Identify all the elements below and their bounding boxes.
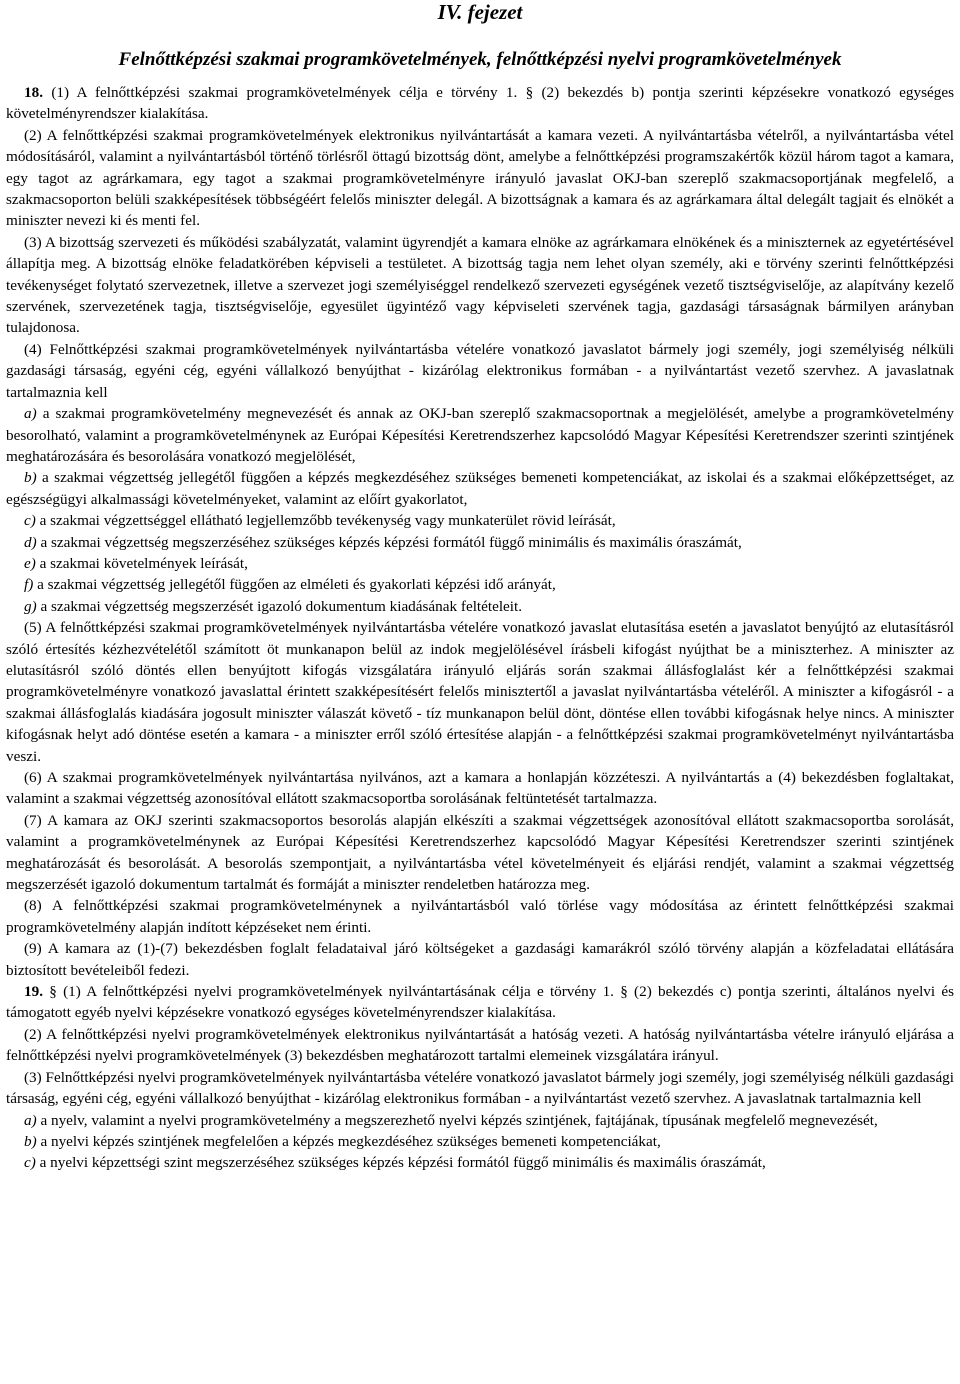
list-item: [6, 1110, 954, 1131]
item-label: e): [24, 554, 36, 572]
item-text: a szakmai végzettség megszerzéséhez szükséges képzés képzési formától függő minimális és maximális óraszámát,: [40, 533, 742, 551]
document-body: [6, 82, 954, 1174]
paragraph: [6, 1067, 954, 1110]
paragraph-text: (9) A kamara az (1)-(7) bekezdésben foglalt feladataival járó költségeket a gazdasági kamarákról szóló törvény alapján a közfeladatai ellátására biztosított bevételeiből fedezi.: [6, 940, 954, 979]
list-item: [6, 1152, 954, 1173]
paragraph-text: (5) A felnőttképzési szakmai programkövetelmények nyilvántartásba vételére vonatkozó javaslat elutasítása esetén a javaslatot benyújtó az elutasításról szóló értesítés kézhezvételétől számított öt munkanapon belül az indok megjelölésével írásbeli kifogást nyújthat be a miniszterhez. A miniszter az elutasításról szóló döntés ellen benyújtott kifogás vizsgálatára irányuló eljárás során szakmai állásfoglalást kér a felnőttképzési szakmai programkövetelményre vonatkozó javaslattal érintett szakképesítésért felelős minisztertől a javaslat nyilvántartásba vételéről. A miniszter a kifogásról - a szakmai állásfoglalás kiadására jogosult miniszter válaszát követő - tíz munkanapon belül dönt, döntése ellen további kifogásnak helye nincs. A miniszter kifogásnak helyt adó döntése esetén a kamara - a miniszter erről szóló értesítése alapján - a felnőttképzési szakmai programkövetelményt nyilvántartásba veszi.: [6, 619, 954, 765]
list-item: [6, 510, 954, 531]
paragraph-text: (1) A felnőttképzési szakmai programkövetelmények célja e törvény 1. § (2) bekezdés b) pontja szerinti képzésekre vonatkozó egységes követelményrendszer kialakítása.: [6, 84, 954, 123]
item-text: a szakmai követelmények leírását,: [39, 554, 248, 572]
item-text: a szakmai végzettség jellegétől függően a képzés megkezdéséhez szükséges bemeneti kompetenciákat, az iskolai és a szakmai előképzettséget, az egészségügyi alkalmassági követelményeket, valamint az előírt gyakorlatot,: [6, 469, 955, 508]
list-item: [6, 574, 954, 595]
item-text: a nyelvi képzés szintjének megfelelően a képzés megkezdéséhez szükséges bemeneti kompetenciákat,: [40, 1132, 661, 1150]
paragraph-text: (2) A felnőttképzési nyelvi programkövetelmények elektronikus nyilvántartását a hatóság vezeti. A hatóság nyilvántartásba vételre irányuló eljárása a felnőttképzési nyelvi programkövetelmények (3) bekezdésben meghatározott tartalmi elemeinek vizsgálatára irányul.: [6, 1025, 954, 1065]
item-label: f): [24, 576, 34, 594]
paragraph: [6, 617, 954, 767]
item-text: a nyelv, valamint a nyelvi programkövetelmény a megszerezhető nyelvi képzés szintjének, fajtájának, típusának megfelelő megnevezését,: [40, 1111, 878, 1129]
item-label: g): [24, 597, 37, 615]
paragraph-text: (3) Felnőttképzési nyelvi programkövetelmények nyilvántartásba vételére vonatkozó javaslatot bármely jogi személy, jogi személyiség nélküli gazdasági társaság, egyéni cég, egyéni vállalkozó benyújthat - kizárólag elektronikus formában - a nyilvántartást vezető szervhez. A javaslatnak tartalmaznia kell: [6, 1068, 954, 1108]
item-text: a szakmai végzettség megszerzését igazoló dokumentum kiadásának feltételeit.: [40, 597, 523, 615]
item-label: d): [24, 533, 37, 551]
paragraph: [6, 895, 954, 938]
item-label: a): [24, 405, 37, 423]
chapter-heading: IV. fejezet: [437, 0, 523, 24]
paragraph: [6, 1024, 954, 1067]
list-item: [6, 532, 954, 553]
item-text: a nyelvi képzettségi szint megszerzéséhez szükséges képzés képzési formától függő minimális és maximális óraszámát,: [39, 1154, 766, 1172]
paragraph-text: (8) A felnőttképzési szakmai programkövetelménynek a nyilvántartásból való törlése vagy módosítása az érintett felnőttképzési szakmai programkövetelmény alapján indított képzéseket nem érinti.: [6, 897, 954, 936]
item-label: a): [24, 1111, 37, 1129]
section-number: 18.: [24, 84, 43, 101]
paragraph-text: (2) A felnőttképzési szakmai programkövetelmények elektronikus nyilvántartását a kamara vezeti. A nyilvántartásba vételről, a nyilvántartásba vétel módosításáról, valamint a nyilvántartásból történő törlésről öttagú bizottság dönt, amelybe a felnőttképzési programszakértők közül három tagot a kamara, egy tagot az agrárkamara, egy tagot a szakmai programkövetelményre irányuló javaslat OKJ-ban szereplő szakmacsoportjának megfelelő, a szakmacsoporton belüli szakképesítések többségéért felelős miniszter delegál. A bizottságnak a kamara és az agrárkamara által delegált tagjait és elnökét a miniszter nevezi ki és menti fel.: [6, 126, 954, 230]
item-label: c): [24, 1154, 36, 1172]
list-item: [6, 403, 954, 467]
item-text: a szakmai végzettséggel ellátható legjellemzőbb tevékenység vagy munkaterület rövid leírását,: [39, 512, 616, 530]
paragraph: [6, 125, 954, 232]
item-label: b): [24, 469, 37, 487]
paragraph-text: (4) Felnőttképzési szakmai programkövetelmények nyilvántartásba vételére vonatkozó javaslatot bármely jogi személy, jogi személyiség nélküli gazdasági társaság, egyéni cég, egyéni vállalkozó benyújthat - kizárólag elektronikus formában - a nyilvántartást vezető szervhez. A javaslatnak tartalmaznia kell: [6, 340, 954, 401]
paragraph: [6, 981, 954, 1024]
paragraph-text: (3) A bizottság szervezeti és működési szabályzatát, valamint ügyrendjét a kamara elnöke az agrárkamara elnökének és a miniszternek az egyetértésével állapítja meg. A bizottság elnöke feladatkörében képviseli a testületet. A bizottság tagja nem lehet olyan személy, aki e törvény szerinti felnőttképzési tevékenységet folytató szervezetnek, illetve a szervezet jogi személyiséggel rendelkező szervezeti egységének vezető tisztségviselője, az alapítvány kezelő szervének, szervezetének tagja, tisztségviselője, egyesület ügyintéző vagy képviseleti szervének tagja, gazdasági társaságnak bármilyen arányban tulajdonosa.: [6, 233, 954, 337]
document-page: [6, 0, 955, 1172]
item-label: b): [24, 1132, 37, 1150]
item-label: c): [24, 512, 36, 530]
item-text: a szakmai programkövetelmény megnevezését és annak az OKJ-ban szereplő szakmacsoportnak a megjelölését, amelybe a programkövetelmény besorolható, valamint a programkövetelménynek az Európai Képesítési Keretrendszerhez kapcsolódó Magyar Képesítési Keretrendszer szerinti szintjének meghatározására és besorolására vonatkozó megjelölését,: [6, 405, 954, 465]
item-text: a szakmai végzettség jellegétől függően az elméleti és gyakorlati képzési idő arányát,: [37, 576, 556, 594]
paragraph-text: (7) A kamara az OKJ szerinti szakmacsoportos besorolás alapján elkészíti a szakmai végzettségek azonosítóval ellátott szakmacsoportba sorolását, valamint a programkövetelménynek az Európai Képesítési Keretrendszerhez kapcsolódó Magyar Képesítési Keretrendszer szerinti szintjének meghatározását és besorolását. A besorolás szempontjait, a nyilvántartásba vétel követelményeit és eljárási rendjét, valamint a szakmai végzettség megszerzését igazoló dokumentum tartalmát és formáját a miniszter rendeletben határozza meg.: [6, 811, 954, 894]
paragraph: [6, 82, 954, 125]
paragraph-text: § (1) A felnőttképzési nyelvi programkövetelmények nyilvántartásának célja e törvény 1. § (2) bekezdés c) pontja szerinti, általános nyelvi és támogatott egyéb nyelvi képzésekre vonatkozó egységes követelményrendszer kialakítása.: [6, 983, 955, 1022]
paragraph-text: (6) A szakmai programkövetelmények nyilvántartása nyilvános, azt a kamara a honlapján közzéteszi. A nyilvántartás a (4) bekezdésben foglaltakat, valamint a szakmai végzettség azonosítóval ellátott szakmacsoportba sorolásának feltüntetését tartalmazza.: [6, 769, 954, 808]
section-number: 19.: [24, 983, 43, 1001]
paragraph: [6, 810, 954, 896]
list-item: [6, 596, 954, 617]
paragraph: [6, 339, 954, 403]
paragraph: [6, 767, 954, 810]
paragraph: [6, 938, 954, 981]
list-item: [6, 467, 954, 510]
list-item: [6, 553, 954, 574]
paragraph: [6, 232, 954, 339]
list-item: [6, 1131, 954, 1152]
chapter-title: Felnőttképzési szakmai programkövetelmények, felnőttképzési nyelvi programkövetelmények: [118, 49, 842, 70]
